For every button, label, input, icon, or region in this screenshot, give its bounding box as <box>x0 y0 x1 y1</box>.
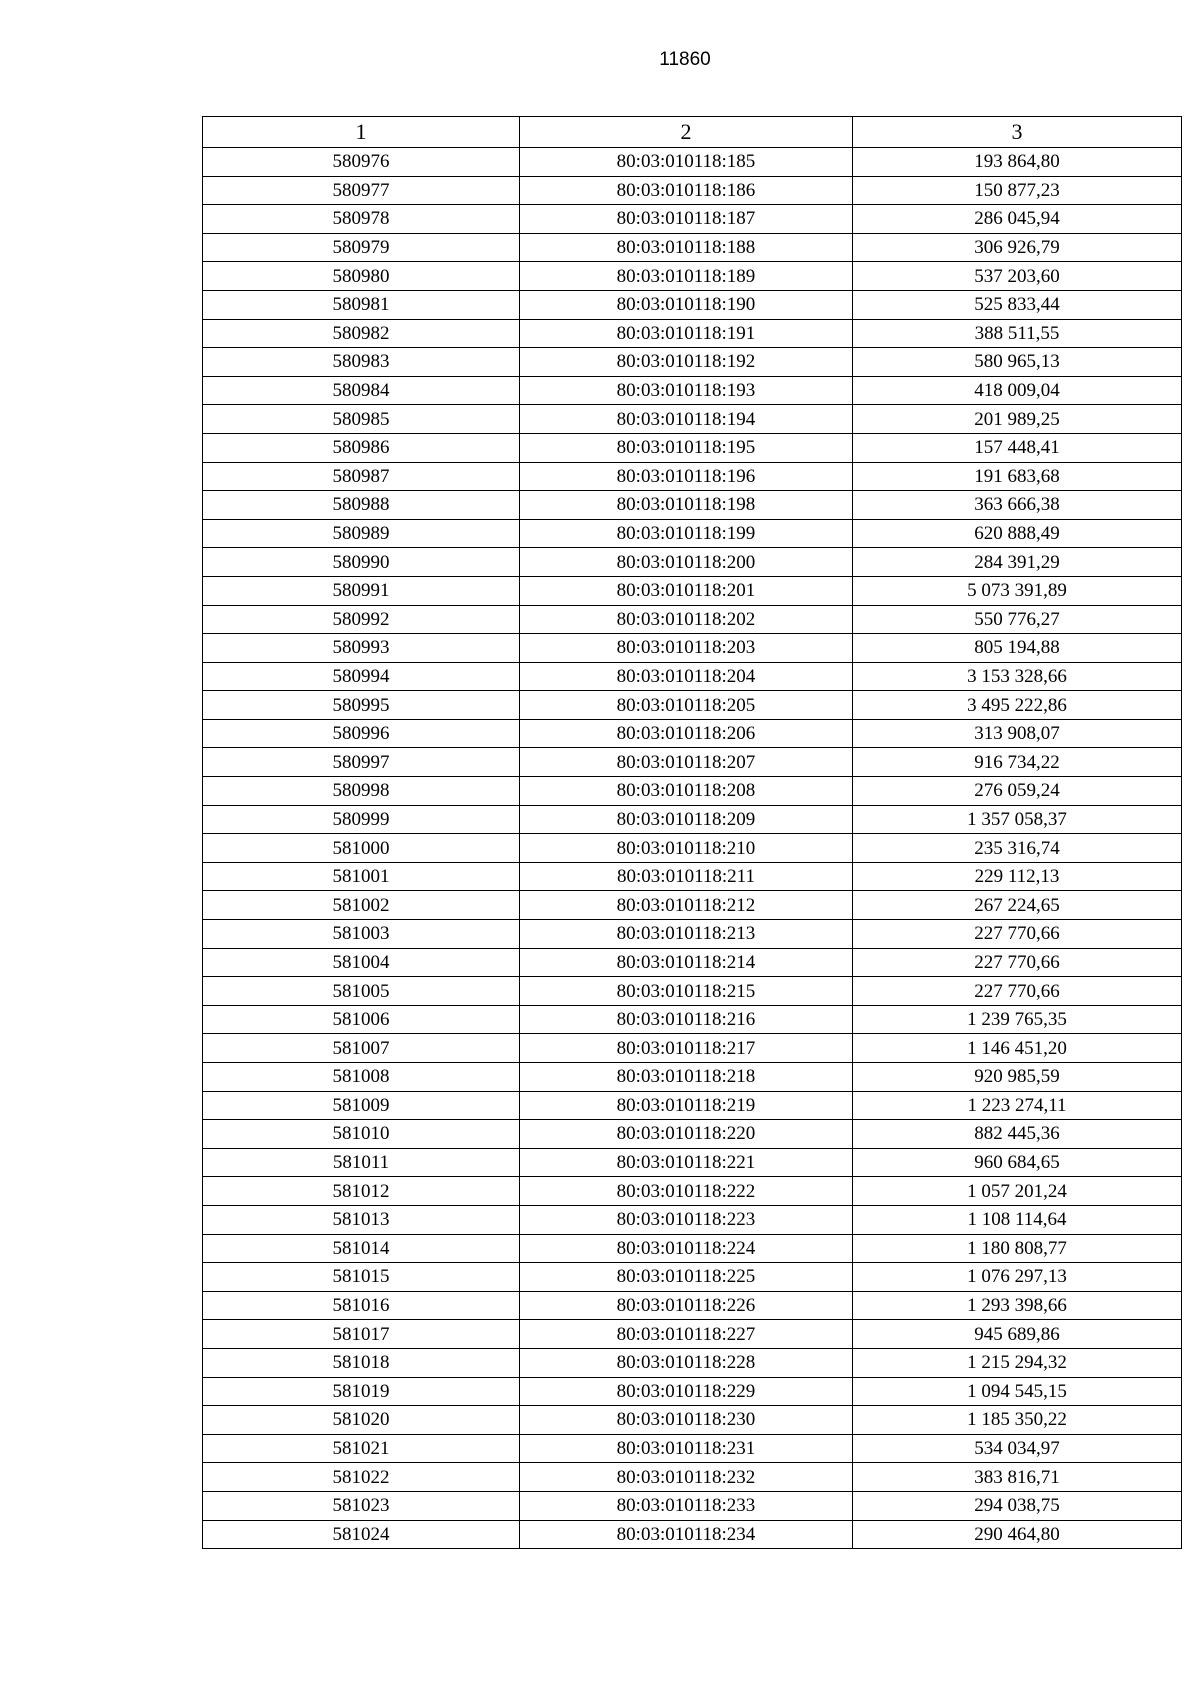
table-row <box>203 1377 1182 1406</box>
table-row <box>203 1091 1182 1120</box>
table-row <box>203 634 1182 663</box>
cadastral-number-cell: 80:03:010118:213 <box>520 920 853 949</box>
value-cell: 550 776,27 <box>853 605 1182 634</box>
record-number-cell: 580994 <box>203 662 520 691</box>
table-row <box>203 1263 1182 1292</box>
value-cell: 534 034,97 <box>853 1434 1182 1463</box>
cadastral-number-cell: 80:03:010118:229 <box>520 1377 853 1406</box>
cadastral-number-cell: 80:03:010118:186 <box>520 176 853 205</box>
table-row <box>203 576 1182 605</box>
table-row <box>203 491 1182 520</box>
record-number-cell: 581008 <box>203 1063 520 1092</box>
record-number-cell: 581021 <box>203 1434 520 1463</box>
table-row <box>203 148 1182 177</box>
table-row <box>203 719 1182 748</box>
table-header <box>203 117 1182 148</box>
record-number-cell: 580988 <box>203 491 520 520</box>
record-number-cell: 580982 <box>203 319 520 348</box>
table-row <box>203 548 1182 577</box>
value-cell: 920 985,59 <box>853 1063 1182 1092</box>
value-cell: 388 511,55 <box>853 319 1182 348</box>
record-number-cell: 580990 <box>203 548 520 577</box>
value-cell: 193 864,80 <box>853 148 1182 177</box>
record-number-cell: 581011 <box>203 1148 520 1177</box>
table-row <box>203 1320 1182 1349</box>
table-row <box>203 1348 1182 1377</box>
value-cell: 1 057 201,24 <box>853 1177 1182 1206</box>
cadastral-number-cell: 80:03:010118:187 <box>520 205 853 234</box>
table-row <box>203 433 1182 462</box>
table-row <box>203 462 1182 491</box>
table-row <box>203 1120 1182 1149</box>
record-number-cell: 580976 <box>203 148 520 177</box>
record-number-cell: 580993 <box>203 634 520 663</box>
page-number: 11860 <box>659 49 711 70</box>
table-row <box>203 1291 1182 1320</box>
cadastral-number-cell: 80:03:010118:225 <box>520 1263 853 1292</box>
value-cell: 5 073 391,89 <box>853 576 1182 605</box>
cadastral-number-cell: 80:03:010118:223 <box>520 1205 853 1234</box>
value-cell: 805 194,88 <box>853 634 1182 663</box>
table-row <box>203 176 1182 205</box>
table-row <box>203 1034 1182 1063</box>
record-number-cell: 580987 <box>203 462 520 491</box>
record-number-cell: 580995 <box>203 691 520 720</box>
value-cell: 3 495 222,86 <box>853 691 1182 720</box>
cadastral-number-cell: 80:03:010118:209 <box>520 805 853 834</box>
record-number-cell: 581014 <box>203 1234 520 1263</box>
cadastral-number-cell: 80:03:010118:189 <box>520 262 853 291</box>
value-cell: 267 224,65 <box>853 891 1182 920</box>
record-number-cell: 580985 <box>203 405 520 434</box>
cadastral-number-cell: 80:03:010118:228 <box>520 1348 853 1377</box>
cadastral-number-cell: 80:03:010118:193 <box>520 376 853 405</box>
column-header-3: 3 <box>853 117 1182 148</box>
cadastral-number-cell: 80:03:010118:199 <box>520 519 853 548</box>
cadastral-number-cell: 80:03:010118:204 <box>520 662 853 691</box>
cadastral-number-cell: 80:03:010118:192 <box>520 348 853 377</box>
record-number-cell: 581020 <box>203 1406 520 1435</box>
cadastral-number-cell: 80:03:010118:219 <box>520 1091 853 1120</box>
cadastral-number-cell: 80:03:010118:207 <box>520 748 853 777</box>
record-number-cell: 580983 <box>203 348 520 377</box>
value-cell: 1 180 808,77 <box>853 1234 1182 1263</box>
value-cell: 580 965,13 <box>853 348 1182 377</box>
column-header-1: 1 <box>203 117 520 148</box>
table-row <box>203 205 1182 234</box>
cadastral-number-cell: 80:03:010118:205 <box>520 691 853 720</box>
value-cell: 1 076 297,13 <box>853 1263 1182 1292</box>
table-row <box>203 662 1182 691</box>
record-number-cell: 581009 <box>203 1091 520 1120</box>
table-row <box>203 605 1182 634</box>
value-cell: 229 112,13 <box>853 862 1182 891</box>
value-cell: 227 770,66 <box>853 948 1182 977</box>
cadastral-number-cell: 80:03:010118:190 <box>520 290 853 319</box>
table-row <box>203 1005 1182 1034</box>
record-number-cell: 580979 <box>203 233 520 262</box>
data-table <box>202 116 1182 1549</box>
record-number-cell: 581019 <box>203 1377 520 1406</box>
record-number-cell: 580989 <box>203 519 520 548</box>
value-cell: 1 215 294,32 <box>853 1348 1182 1377</box>
table-body <box>203 148 1182 1549</box>
value-cell: 525 833,44 <box>853 290 1182 319</box>
value-cell: 1 223 274,11 <box>853 1091 1182 1120</box>
value-cell: 227 770,66 <box>853 977 1182 1006</box>
table-row <box>203 405 1182 434</box>
table-row <box>203 376 1182 405</box>
cadastral-number-cell: 80:03:010118:211 <box>520 862 853 891</box>
value-cell: 960 684,65 <box>853 1148 1182 1177</box>
cadastral-number-cell: 80:03:010118:227 <box>520 1320 853 1349</box>
value-cell: 620 888,49 <box>853 519 1182 548</box>
value-cell: 1 293 398,66 <box>853 1291 1182 1320</box>
table-row <box>203 319 1182 348</box>
record-number-cell: 581007 <box>203 1034 520 1063</box>
value-cell: 235 316,74 <box>853 834 1182 863</box>
cadastral-number-cell: 80:03:010118:188 <box>520 233 853 262</box>
table-row <box>203 519 1182 548</box>
record-number-cell: 581013 <box>203 1205 520 1234</box>
value-cell: 1 185 350,22 <box>853 1406 1182 1435</box>
cadastral-number-cell: 80:03:010118:220 <box>520 1120 853 1149</box>
table-row <box>203 834 1182 863</box>
table-row <box>203 862 1182 891</box>
record-number-cell: 581012 <box>203 1177 520 1206</box>
table-row <box>203 1520 1182 1549</box>
table-row <box>203 805 1182 834</box>
table-row <box>203 748 1182 777</box>
cadastral-number-cell: 80:03:010118:200 <box>520 548 853 577</box>
record-number-cell: 580997 <box>203 748 520 777</box>
record-number-cell: 580998 <box>203 777 520 806</box>
record-number-cell: 580977 <box>203 176 520 205</box>
record-number-cell: 581001 <box>203 862 520 891</box>
table-row <box>203 348 1182 377</box>
record-number-cell: 581018 <box>203 1348 520 1377</box>
cadastral-number-cell: 80:03:010118:208 <box>520 777 853 806</box>
value-cell: 1 108 114,64 <box>853 1205 1182 1234</box>
cadastral-number-cell: 80:03:010118:185 <box>520 148 853 177</box>
table-row <box>203 891 1182 920</box>
value-cell: 363 666,38 <box>853 491 1182 520</box>
cadastral-number-cell: 80:03:010118:232 <box>520 1463 853 1492</box>
column-header-2: 2 <box>520 117 853 148</box>
table-row <box>203 920 1182 949</box>
table-row <box>203 1491 1182 1520</box>
table-row <box>203 1234 1182 1263</box>
value-cell: 1 239 765,35 <box>853 1005 1182 1034</box>
value-cell: 882 445,36 <box>853 1120 1182 1149</box>
record-number-cell: 581004 <box>203 948 520 977</box>
cadastral-number-cell: 80:03:010118:212 <box>520 891 853 920</box>
value-cell: 150 877,23 <box>853 176 1182 205</box>
cadastral-number-cell: 80:03:010118:231 <box>520 1434 853 1463</box>
value-cell: 1 357 058,37 <box>853 805 1182 834</box>
value-cell: 201 989,25 <box>853 405 1182 434</box>
record-number-cell: 581000 <box>203 834 520 863</box>
cadastral-number-cell: 80:03:010118:198 <box>520 491 853 520</box>
cadastral-number-cell: 80:03:010118:202 <box>520 605 853 634</box>
record-number-cell: 581023 <box>203 1491 520 1520</box>
cadastral-number-cell: 80:03:010118:224 <box>520 1234 853 1263</box>
record-number-cell: 580980 <box>203 262 520 291</box>
table-row <box>203 977 1182 1006</box>
table-row <box>203 1177 1182 1206</box>
table-header-row <box>203 117 1182 148</box>
table-row <box>203 1406 1182 1435</box>
cadastral-number-cell: 80:03:010118:201 <box>520 576 853 605</box>
cadastral-number-cell: 80:03:010118:216 <box>520 1005 853 1034</box>
cadastral-number-cell: 80:03:010118:226 <box>520 1291 853 1320</box>
record-number-cell: 580992 <box>203 605 520 634</box>
table-row <box>203 233 1182 262</box>
table-row <box>203 777 1182 806</box>
cadastral-number-cell: 80:03:010118:222 <box>520 1177 853 1206</box>
cadastral-number-cell: 80:03:010118:218 <box>520 1063 853 1092</box>
record-number-cell: 581015 <box>203 1263 520 1292</box>
value-cell: 276 059,24 <box>853 777 1182 806</box>
value-cell: 1 094 545,15 <box>853 1377 1182 1406</box>
value-cell: 383 816,71 <box>853 1463 1182 1492</box>
record-number-cell: 581022 <box>203 1463 520 1492</box>
table-row <box>203 691 1182 720</box>
value-cell: 418 009,04 <box>853 376 1182 405</box>
record-number-cell: 581017 <box>203 1320 520 1349</box>
record-number-cell: 581016 <box>203 1291 520 1320</box>
cadastral-number-cell: 80:03:010118:217 <box>520 1034 853 1063</box>
value-cell: 191 683,68 <box>853 462 1182 491</box>
table-row <box>203 262 1182 291</box>
record-number-cell: 581003 <box>203 920 520 949</box>
value-cell: 306 926,79 <box>853 233 1182 262</box>
cadastral-number-cell: 80:03:010118:215 <box>520 977 853 1006</box>
value-cell: 3 153 328,66 <box>853 662 1182 691</box>
table-row <box>203 1434 1182 1463</box>
record-number-cell: 580986 <box>203 433 520 462</box>
value-cell: 290 464,80 <box>853 1520 1182 1549</box>
record-number-cell: 581005 <box>203 977 520 1006</box>
value-cell: 157 448,41 <box>853 433 1182 462</box>
record-number-cell: 581002 <box>203 891 520 920</box>
record-number-cell: 580984 <box>203 376 520 405</box>
record-number-cell: 581006 <box>203 1005 520 1034</box>
value-cell: 537 203,60 <box>853 262 1182 291</box>
value-cell: 1 146 451,20 <box>853 1034 1182 1063</box>
cadastral-number-cell: 80:03:010118:194 <box>520 405 853 434</box>
table-row <box>203 948 1182 977</box>
cadastral-number-cell: 80:03:010118:233 <box>520 1491 853 1520</box>
cadastral-number-cell: 80:03:010118:206 <box>520 719 853 748</box>
table-row <box>203 1463 1182 1492</box>
value-cell: 286 045,94 <box>853 205 1182 234</box>
record-number-cell: 580996 <box>203 719 520 748</box>
cadastral-number-cell: 80:03:010118:230 <box>520 1406 853 1435</box>
table-row <box>203 1205 1182 1234</box>
record-number-cell: 580978 <box>203 205 520 234</box>
value-cell: 945 689,86 <box>853 1320 1182 1349</box>
value-cell: 294 038,75 <box>853 1491 1182 1520</box>
record-number-cell: 581024 <box>203 1520 520 1549</box>
table-row <box>203 1063 1182 1092</box>
cadastral-number-cell: 80:03:010118:203 <box>520 634 853 663</box>
value-cell: 284 391,29 <box>853 548 1182 577</box>
cadastral-number-cell: 80:03:010118:191 <box>520 319 853 348</box>
cadastral-number-cell: 80:03:010118:221 <box>520 1148 853 1177</box>
record-number-cell: 580991 <box>203 576 520 605</box>
value-cell: 313 908,07 <box>853 719 1182 748</box>
cadastral-number-cell: 80:03:010118:234 <box>520 1520 853 1549</box>
cadastral-number-cell: 80:03:010118:214 <box>520 948 853 977</box>
cadastral-number-cell: 80:03:010118:195 <box>520 433 853 462</box>
record-number-cell: 580999 <box>203 805 520 834</box>
value-cell: 227 770,66 <box>853 920 1182 949</box>
table-row <box>203 290 1182 319</box>
table-row <box>203 1148 1182 1177</box>
value-cell: 916 734,22 <box>853 748 1182 777</box>
record-number-cell: 581010 <box>203 1120 520 1149</box>
cadastral-number-cell: 80:03:010118:210 <box>520 834 853 863</box>
record-number-cell: 580981 <box>203 290 520 319</box>
cadastral-number-cell: 80:03:010118:196 <box>520 462 853 491</box>
